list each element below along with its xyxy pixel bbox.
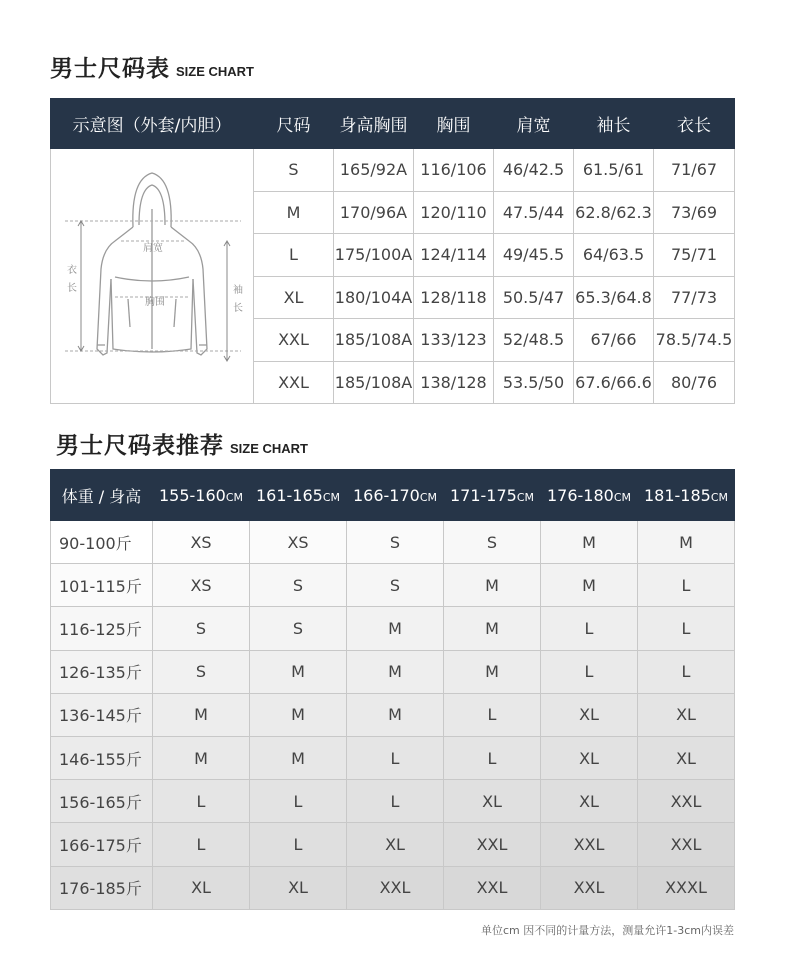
- cell-recommended-size: L: [541, 607, 638, 650]
- diagram-label-sleeve-2: 长: [233, 303, 243, 314]
- cell-weight: 166-175斤: [51, 823, 153, 866]
- table-row: [51, 736, 735, 779]
- header-chest: 胸围: [414, 99, 494, 149]
- table-row: [51, 866, 735, 909]
- cell-recommended-size: L: [444, 736, 541, 779]
- cell-size: L: [254, 234, 334, 277]
- size-recommendation-table: [50, 469, 735, 910]
- size-chart-title: [50, 50, 254, 83]
- cell-recommended-size: XS: [153, 564, 250, 607]
- cell-recommended-size: XL: [347, 823, 444, 866]
- cell-recommended-size: M: [347, 650, 444, 693]
- header-height-col: 171-175CM: [444, 470, 541, 521]
- size-chart-title-en: SIZE CHART: [176, 64, 254, 79]
- cell-chest: 120/110: [414, 191, 494, 234]
- cell-sleeve: 67/66: [574, 319, 654, 362]
- cell-recommended-size: M: [250, 650, 347, 693]
- table-row: [51, 650, 735, 693]
- cell-recommended-size: L: [153, 780, 250, 823]
- jacket-diagram-cell: [51, 149, 254, 404]
- table-row: [51, 149, 735, 192]
- cell-recommended-size: M: [444, 564, 541, 607]
- cell-recommended-size: M: [444, 650, 541, 693]
- cell-weight: 176-185斤: [51, 866, 153, 909]
- size-chart-title-zh: 男士尺码表: [50, 56, 170, 82]
- header-diagram: 示意图（外套/内胆）: [51, 99, 254, 149]
- cell-recommended-size: XL: [541, 693, 638, 736]
- cell-recommended-size: XXL: [638, 823, 735, 866]
- cell-sleeve: 64/63.5: [574, 234, 654, 277]
- diagram-label-length-1: 衣: [67, 265, 77, 276]
- cell-sleeve: 61.5/61: [574, 149, 654, 192]
- cell-recommended-size: M: [444, 607, 541, 650]
- cell-recommended-size: M: [347, 607, 444, 650]
- header-sleeve: 袖长: [574, 99, 654, 149]
- cell-chest: 138/128: [414, 361, 494, 404]
- cell-recommended-size: XS: [250, 521, 347, 564]
- cell-recommended-size: L: [153, 823, 250, 866]
- diagram-label-sleeve-1: 袖: [233, 285, 243, 296]
- cell-recommended-size: L: [250, 823, 347, 866]
- cell-size: S: [254, 149, 334, 192]
- cell-recommended-size: L: [638, 650, 735, 693]
- table-row: [51, 521, 735, 564]
- cell-recommended-size: M: [638, 521, 735, 564]
- cell-length: 71/67: [654, 149, 735, 192]
- cell-recommended-size: XL: [541, 780, 638, 823]
- diagram-label-chest: 胸围: [145, 297, 165, 308]
- cell-recommended-size: L: [638, 564, 735, 607]
- cell-shoulder: 49/45.5: [494, 234, 574, 277]
- cell-recommended-size: M: [541, 564, 638, 607]
- cell-weight: 90-100斤: [51, 521, 153, 564]
- table-header-row: [51, 99, 735, 149]
- table-row: [51, 780, 735, 823]
- cell-shoulder: 50.5/47: [494, 276, 574, 319]
- cell-length: 73/69: [654, 191, 735, 234]
- cell-length: 77/73: [654, 276, 735, 319]
- header-height-chest: 身高胸围: [334, 99, 414, 149]
- cell-chest: 133/123: [414, 319, 494, 362]
- cell-size: XXL: [254, 361, 334, 404]
- header-height-col: 176-180CM: [541, 470, 638, 521]
- cell-recommended-size: XL: [638, 693, 735, 736]
- cell-weight: 146-155斤: [51, 736, 153, 779]
- cell-recommended-size: L: [444, 693, 541, 736]
- cell-height-chest: 185/108A: [334, 319, 414, 362]
- diagram-label-shoulder: 肩宽: [143, 243, 163, 254]
- cell-recommended-size: S: [250, 564, 347, 607]
- cell-recommended-size: XL: [153, 866, 250, 909]
- cell-height-chest: 170/96A: [334, 191, 414, 234]
- header-size: 尺码: [254, 99, 334, 149]
- cell-length: 75/71: [654, 234, 735, 277]
- cell-recommended-size: XXL: [444, 866, 541, 909]
- cell-recommended-size: L: [347, 736, 444, 779]
- cell-recommended-size: M: [347, 693, 444, 736]
- cell-recommended-size: S: [347, 521, 444, 564]
- cell-height-chest: 175/100A: [334, 234, 414, 277]
- cell-shoulder: 52/48.5: [494, 319, 574, 362]
- header-height-col: 155-160CM: [153, 470, 250, 521]
- cell-sleeve: 67.6/66.6: [574, 361, 654, 404]
- cell-recommended-size: XL: [250, 866, 347, 909]
- cell-recommended-size: M: [250, 693, 347, 736]
- cell-weight: 101-115斤: [51, 564, 153, 607]
- cell-recommended-size: L: [250, 780, 347, 823]
- cell-shoulder: 47.5/44: [494, 191, 574, 234]
- cell-size: XXL: [254, 319, 334, 362]
- cell-recommended-size: M: [541, 521, 638, 564]
- cell-weight: 126-135斤: [51, 650, 153, 693]
- cell-recommended-size: XXXL: [638, 866, 735, 909]
- cell-weight: 136-145斤: [51, 693, 153, 736]
- size-recommendation-title-en: SIZE CHART: [230, 441, 308, 456]
- cell-recommended-size: S: [153, 607, 250, 650]
- cell-recommended-size: XL: [444, 780, 541, 823]
- cell-size: XL: [254, 276, 334, 319]
- header-height-col: 166-170CM: [347, 470, 444, 521]
- cell-recommended-size: L: [347, 780, 444, 823]
- cell-chest: 128/118: [414, 276, 494, 319]
- size-measurement-table: [50, 98, 735, 404]
- table-row: [51, 607, 735, 650]
- cell-length: 80/76: [654, 361, 735, 404]
- cell-recommended-size: M: [153, 736, 250, 779]
- cell-recommended-size: XXL: [541, 823, 638, 866]
- cell-weight: 156-165斤: [51, 780, 153, 823]
- cell-recommended-size: XXL: [541, 866, 638, 909]
- cell-recommended-size: M: [250, 736, 347, 779]
- header-shoulder: 肩宽: [494, 99, 574, 149]
- cell-weight: 116-125斤: [51, 607, 153, 650]
- measurement-note: 单位cm 因不同的计量方法，测量允许1-3cm内误差: [481, 924, 734, 937]
- header-height-col: 181-185CM: [638, 470, 735, 521]
- cell-recommended-size: L: [541, 650, 638, 693]
- cell-sleeve: 65.3/64.8: [574, 276, 654, 319]
- cell-recommended-size: XXL: [347, 866, 444, 909]
- cell-height-chest: 185/108A: [334, 361, 414, 404]
- cell-chest: 116/106: [414, 149, 494, 192]
- header-height-col: 161-165CM: [250, 470, 347, 521]
- cell-recommended-size: S: [347, 564, 444, 607]
- cell-recommended-size: L: [638, 607, 735, 650]
- table-row: [51, 693, 735, 736]
- cell-chest: 124/114: [414, 234, 494, 277]
- diagram-label-length-2: 长: [67, 283, 77, 294]
- table-header-row: [51, 470, 735, 521]
- jacket-diagram: [51, 149, 253, 399]
- cell-recommended-size: S: [153, 650, 250, 693]
- header-weight-height: 体重 / 身高: [51, 470, 153, 521]
- size-recommendation-title: [56, 427, 308, 460]
- cell-recommended-size: XL: [638, 736, 735, 779]
- cell-recommended-size: XXL: [444, 823, 541, 866]
- size-recommendation-title-zh: 男士尺码表推荐: [56, 433, 224, 459]
- cell-sleeve: 62.8/62.3: [574, 191, 654, 234]
- table-row: [51, 564, 735, 607]
- cell-size: M: [254, 191, 334, 234]
- cell-recommended-size: S: [250, 607, 347, 650]
- header-length: 衣长: [654, 99, 735, 149]
- table-row: [51, 823, 735, 866]
- cell-recommended-size: XL: [541, 736, 638, 779]
- cell-length: 78.5/74.5: [654, 319, 735, 362]
- cell-height-chest: 180/104A: [334, 276, 414, 319]
- cell-shoulder: 53.5/50: [494, 361, 574, 404]
- cell-recommended-size: XS: [153, 521, 250, 564]
- cell-height-chest: 165/92A: [334, 149, 414, 192]
- cell-shoulder: 46/42.5: [494, 149, 574, 192]
- cell-recommended-size: XXL: [638, 780, 735, 823]
- cell-recommended-size: M: [153, 693, 250, 736]
- cell-recommended-size: S: [444, 521, 541, 564]
